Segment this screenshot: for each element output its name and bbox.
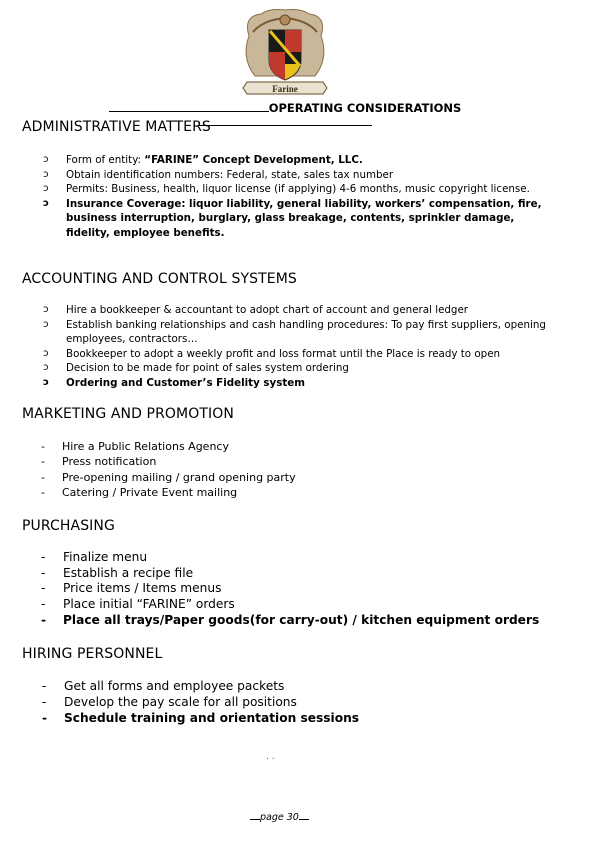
bullet-marker: ↄ [43,197,49,209]
bullet-marker: ↄ [43,154,49,165]
list-item: - Catering / Private Event mailing [41,486,238,500]
list-item: - Press notification [41,455,157,469]
stray-dots: . . [266,752,275,762]
bullet-marker: ↄ [43,304,49,315]
list-item: - Finalize menu [41,550,148,564]
list-item: ↄ Bookkeeper to adopt a weekly profit and loss format until the Place is ready to open [43,347,501,360]
logo-wordmark: Farine [272,84,298,94]
dash-marker: - [41,486,45,500]
list-item: ↄ Establish banking relationships and cash handling procedures: To pay first suppliers, opening employees, contractors… [43,318,546,346]
page-title: OPERATING CONSIDERATIONS [22,101,548,129]
dash-marker: - [42,710,48,725]
section-heading-accounting: ACCOUNTING AND CONTROL SYSTEMS [22,271,297,287]
dash-marker: - [41,455,45,469]
list-item: - Hire a Public Relations Agency [41,440,229,453]
list-item: - Place all trays/Paper goods(for carry-out) / kitchen equipment orders [41,612,540,627]
bullet-marker: ↄ [43,347,49,359]
accounting-list [0,303,591,391]
purchasing-list [0,550,591,629]
dash-marker: - [41,581,46,596]
farine-logo [239,6,331,100]
dash-marker: - [41,597,46,612]
bullet-marker: ↄ [43,183,49,195]
bullet-marker: ↄ [43,362,49,374]
list-item: - Get all forms and employee packets [42,679,285,693]
dash-marker: - [42,679,47,693]
hiring-list [0,679,591,727]
section-heading-marketing: MARKETING AND PROMOTION [22,406,234,422]
list-item: ↄ Obtain identification numbers: Federal, state, sales tax number [43,168,394,181]
dash-marker: - [41,470,45,484]
list-item: - Establish a recipe file [41,565,194,580]
dash-marker: - [41,565,46,580]
section-heading-hiring: HIRING PERSONNEL [22,646,163,662]
list-item: - Develop the pay scale for all positions [42,694,297,709]
dash-marker: - [41,550,46,564]
bullet-marker: ↄ [43,376,49,388]
page-number: page 30 [250,812,309,823]
list-item: - Schedule training and orientation sessions [42,710,359,725]
dash-marker: - [42,694,47,709]
dash-marker: - [41,440,45,453]
list-item: ↄ Form of entity: “FARINE” Concept Development, LLC. [43,154,363,166]
administrative-list [0,153,591,241]
dash-marker: - [41,612,47,627]
list-item: ↄ Ordering and Customer’s Fidelity system [43,376,305,389]
list-item: ↄ Decision to be made for point of sales system ordering [43,362,349,375]
list-item: ↄ Insurance Coverage: liquor liability, general liability, workers’ compensation, fire, business interruption, burglary, glass breakage, contents, sprinkler damage, fidelity, employee benefits. [43,197,542,239]
section-heading-purchasing: PURCHASING [22,518,115,534]
section-heading-administrative: ADMINISTRATIVE MATTERS [22,119,211,135]
list-item: ↄ Hire a bookkeeper & accountant to adopt chart of account and general ledger [43,304,469,316]
bullet-marker: ↄ [43,168,49,180]
list-item: ↄ Permits: Business, health, liquor license (if applying) 4-6 months, music copyright license. [43,183,530,196]
list-item: - Pre-opening mailing / grand opening party [41,470,296,484]
marketing-list [0,439,591,501]
list-item: - Place initial “FARINE” orders [41,597,235,612]
bullet-marker: ↄ [43,318,49,330]
list-item: - Price items / Items menus [41,581,222,596]
